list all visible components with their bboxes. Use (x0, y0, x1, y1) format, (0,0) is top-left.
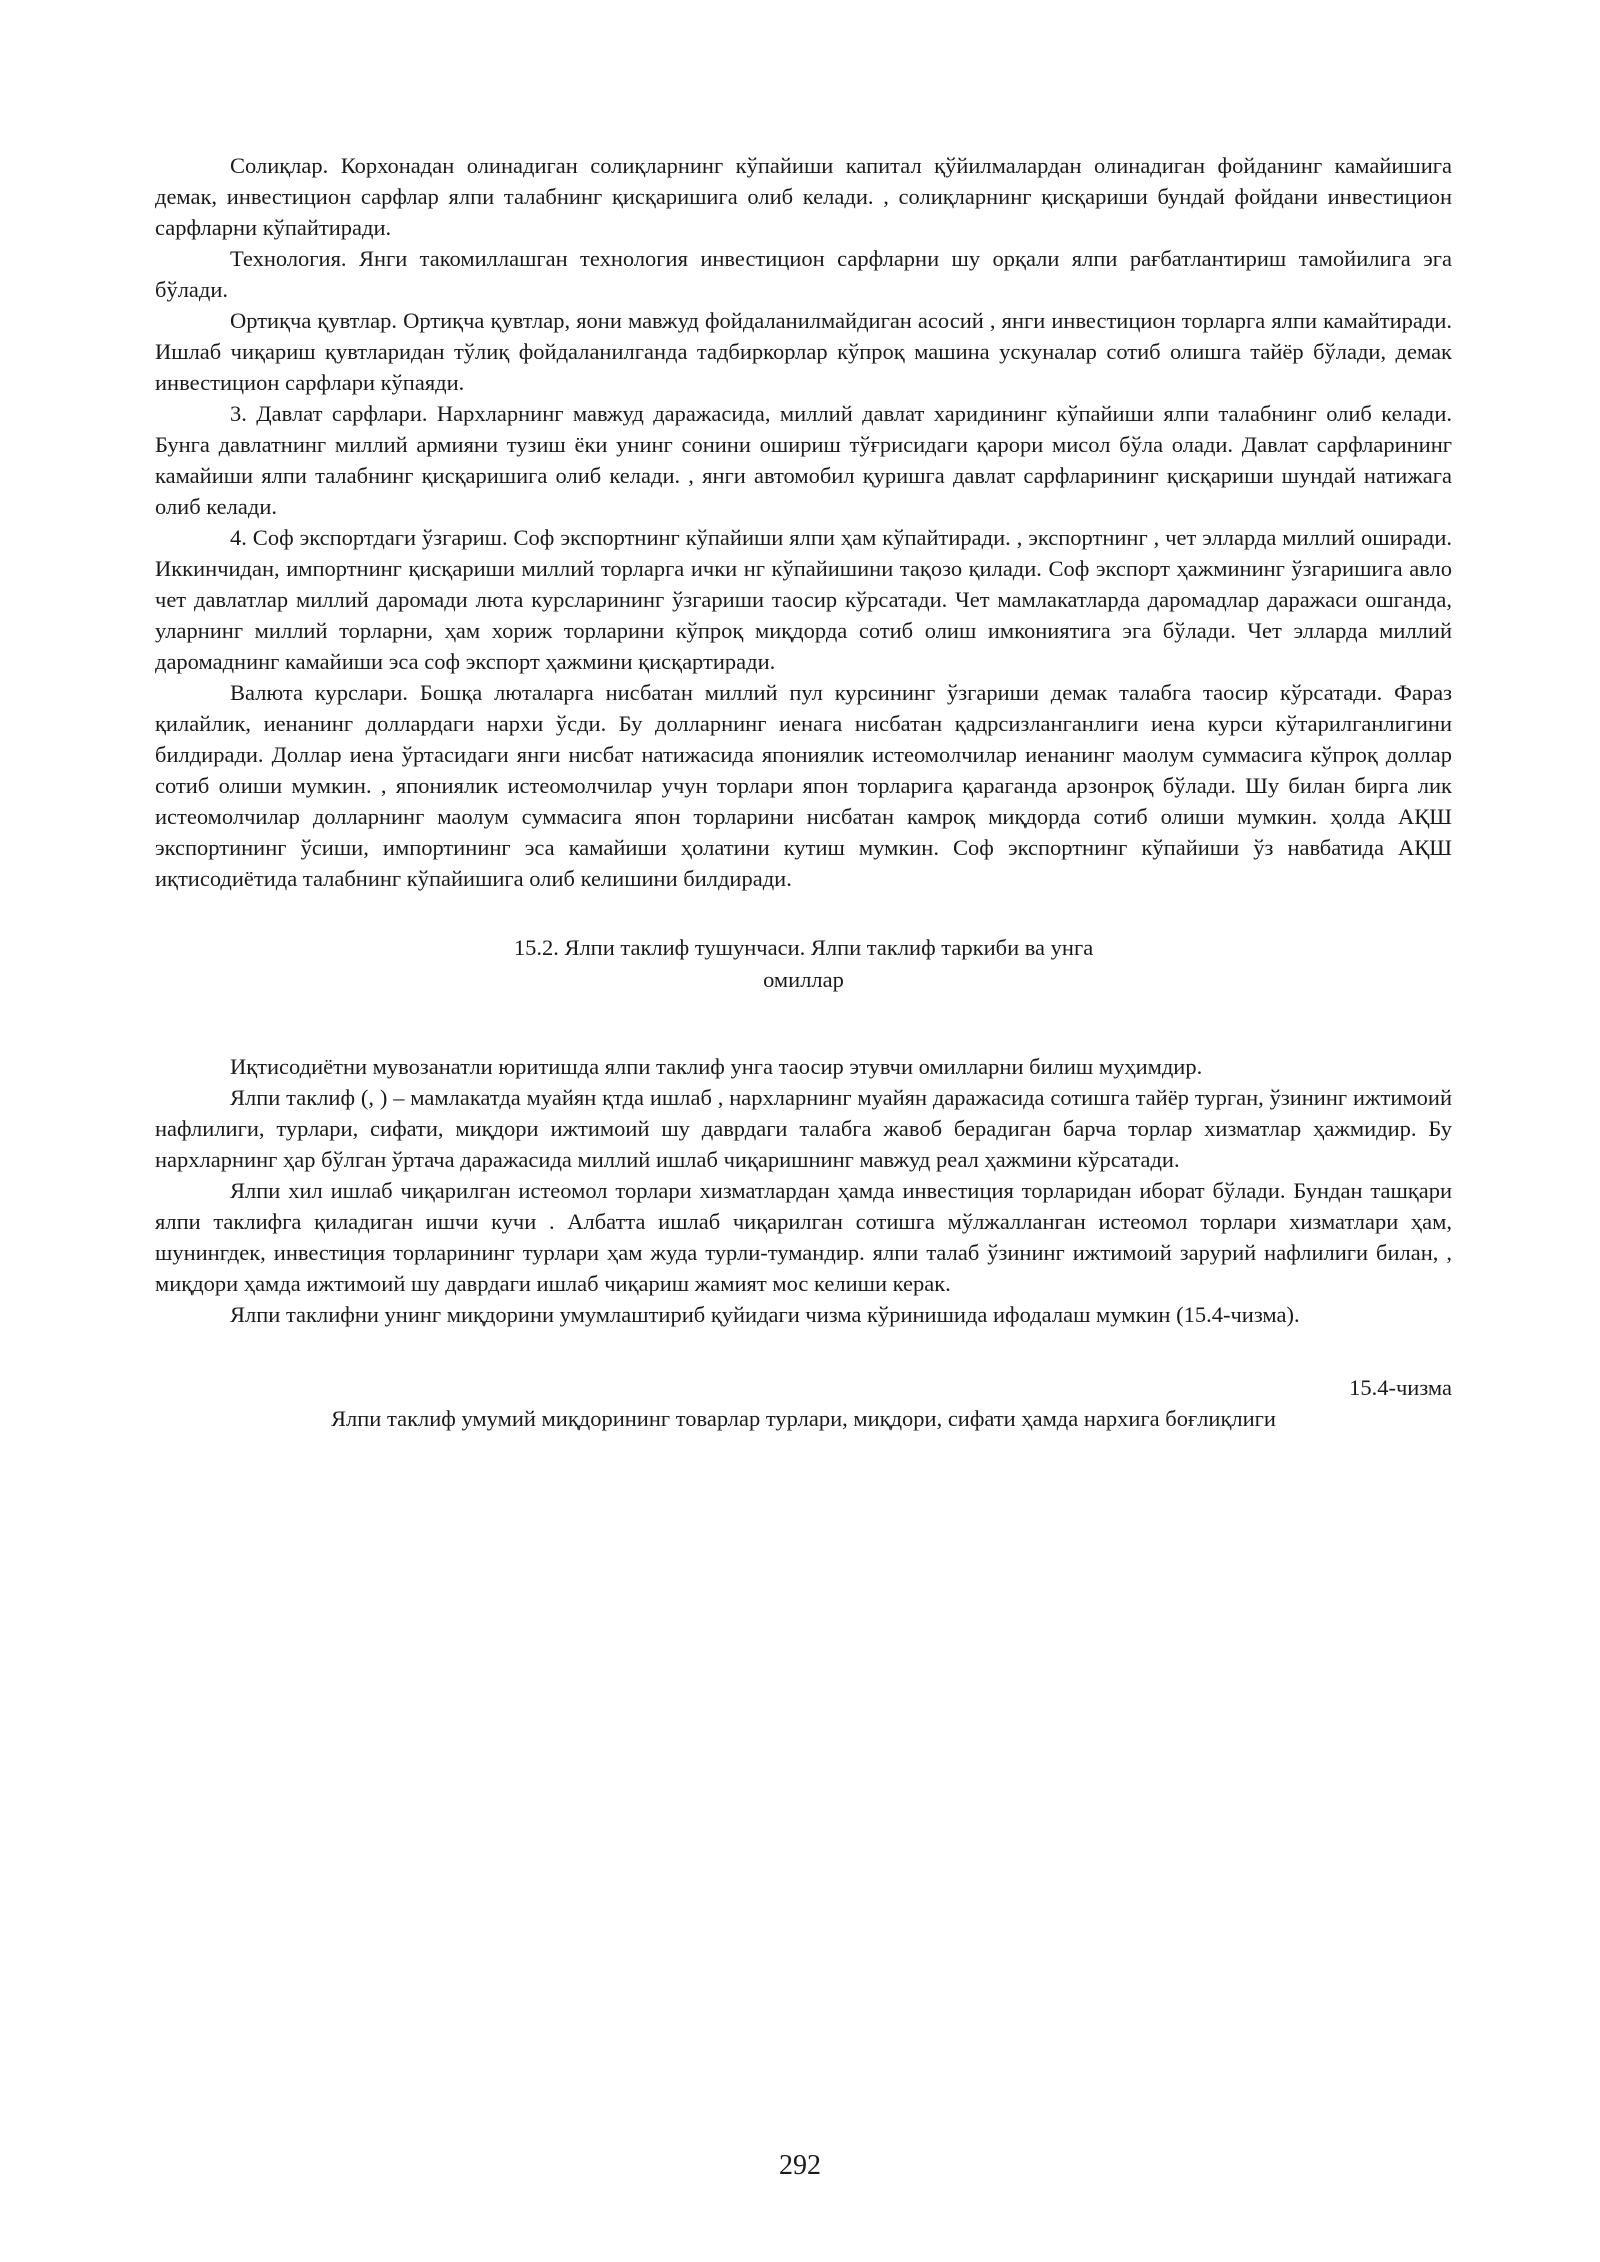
paragraph-exchange-rates: Валюта курслари. Бошқа люталарга нисбатан миллий пул курсининг ўзгариши демак талабга таосир кўрсатади. Фараз қилайлик, иенанинг доллардаги нархи ўсди. Бу долларнинг иенага нисбатан қадрсизланганлиги иена курси кўтарилганлигини билдиради. Доллар иена ўртасидаги янги нисбат натижасида япониялик истеомолчилар иенанинг маолум суммасига кўпроқ доллар сотиб олиши мумкин. , япониялик истеомолчилар учун торлари япон торларига қараганда арзонроқ бўлади. Шу билан бирга лик истеомолчилар долларнинг маолум суммасига япон торларини нисбатан камроқ миқдорда сотиб олиши мумкин. ҳолда АҚШ экспортининг ўсиши, импортининг эса камайиши ҳолатини кутиш мумкин. Соф экспортнинг кўпайиши ўз навбатида АҚШ иқтисодиётида талабнинг кўпайишига олиб келишини билдиради. (155, 680, 1452, 891)
section-heading (155, 932, 1452, 996)
paragraph-diagram-reference: Ялпи таклифни унинг миқдорини умумлаштириб қуйидаги чизма кўринишида ифодалаш мумкин (15.4-чизма). (230, 1302, 1300, 1327)
paragraph-intro: Иқтисодиётни мувозанатли юритишда ялпи таклиф унга таосир этувчи омилларни билиш муҳимдир. (230, 1054, 1203, 1079)
paragraph-definition: Ялпи таклиф (, ) – мамлакатда муайян қтда ишлаб , нархларнинг муайян даражасида сотишга тайёр турган, ўзининг ижтимоий нафлилиги, турлари, сифати, миқдори ижтимоий шу даврдаги талабга жавоб берадиган барча торлар хизматлар ҳажмидир. Бу нархларнинг ҳар бўлган ўртача даражасида миллий ишлаб чиқаришнинг мавжуд реал ҳажмини кўрсатади. (155, 1085, 1452, 1172)
section-one (155, 150, 1452, 894)
paragraph-excess-capacity: Ортиқча қувтлар. Ортиқча қувтлар, яони мавжуд фойдаланилмайдиган асосий , янги инвестицион торларга ялпи камайтиради. Ишлаб чиқариш қувтларидан тўлиқ фойдаланилганда тадбиркорлар кўпроқ машина ускуналар сотиб олишга тайёр бўлади, демак инвестицион сарфлари кўпаяди. (155, 308, 1452, 395)
section-heading-line-1: 15.2. Ялпи таклиф тушунчаси. Ялпи таклиф таркиби ва унга (513, 935, 1094, 960)
paragraph-composition: Ялпи хил ишлаб чиқарилган истеомол торлари хизматлардан ҳамда инвестиция торларидан иборат бўлади. Бундан ташқари ялпи таклифга қиладиган ишчи кучи . Албатта ишлаб чиқарилган сотишга мўлжалланган истеомол торлари хизматлари ҳам, шунингдек, инвестиция торларининг турлари ҳам жуда турли-тумандир. ялпи талаб ўзининг ижтимоий зарурий нафлилиги билан, , миқдори ҳамда ижтимоий шу даврдаги ишлаб чиқариш жамият мос келиши керак. (155, 1178, 1452, 1296)
figure-caption: Ялпи таклиф умумий миқдорининг товарлар турлари, миқдори, сифати ҳамда нархига боғлиқлиги (331, 1406, 1276, 1431)
page-number: 292 (779, 2150, 821, 2181)
paragraph-net-exports: 4. Соф экспортдаги ўзгариш. Соф экспортнинг кўпайиши ялпи ҳам кўпайтиради. , экспортнинг , чет элларда миллий оширади. Иккинчидан, импортнинг қисқариши миллий торларга ички нг кўпайишини тақозо қилади. Соф экспорт ҳажмининг ўзгаришига авло чет давлатлар миллий даромади люта курсларининг ўзгариши таосир кўрсатади. Чет мамлакатларда даромадлар даражаси ошганда, уларнинг миллий торларни, ҳам хориж торларини кўпроқ миқдорда сотиб олиш имкониятига эга бўлади. Чет элларда миллий даромаднинг камайиши эса соф экспорт ҳажмини қисқартиради. (155, 525, 1452, 674)
document-page (155, 150, 1452, 1434)
paragraph-technology: Технология. Янги такомиллашган технология инвестицион сарфларни шу орқали ялпи рағбатлантириш тамойилига эга бўлади. (155, 246, 1452, 302)
section-two (155, 1051, 1452, 1330)
paragraph-government-spending: 3. Давлат сарфлари. Нархларнинг мавжуд даражасида, миллий давлат харидининг кўпайиши ялпи талабнинг олиб келади. Бунга давлатнинг миллий армияни тузиш ёки унинг сонини ошириш тўғрисидаги қарори мисол бўла олади. Давлат сарфларининг камайиши ялпи талабнинг қисқаришига олиб келади. , янги автомобил қуришга давлат сарфларининг қисқариши шундай натижага олиб келади. (155, 401, 1452, 519)
paragraph-taxes: Солиқлар. Корхонадан олинадиган солиқларнинг кўпайиши капитал қўйилмалардан олинадиган фойданинг камайишига демак, инвестицион сарфлар ялпи талабнинг қисқаришига олиб келади. , солиқларнинг қисқариши бундай фойдани инвестицион сарфларни кўпайтиради. (155, 153, 1452, 240)
section-heading-line-2: омиллар (763, 967, 844, 992)
figure-number: 15.4-чизма (1349, 1375, 1452, 1400)
spacer (155, 996, 1452, 1051)
